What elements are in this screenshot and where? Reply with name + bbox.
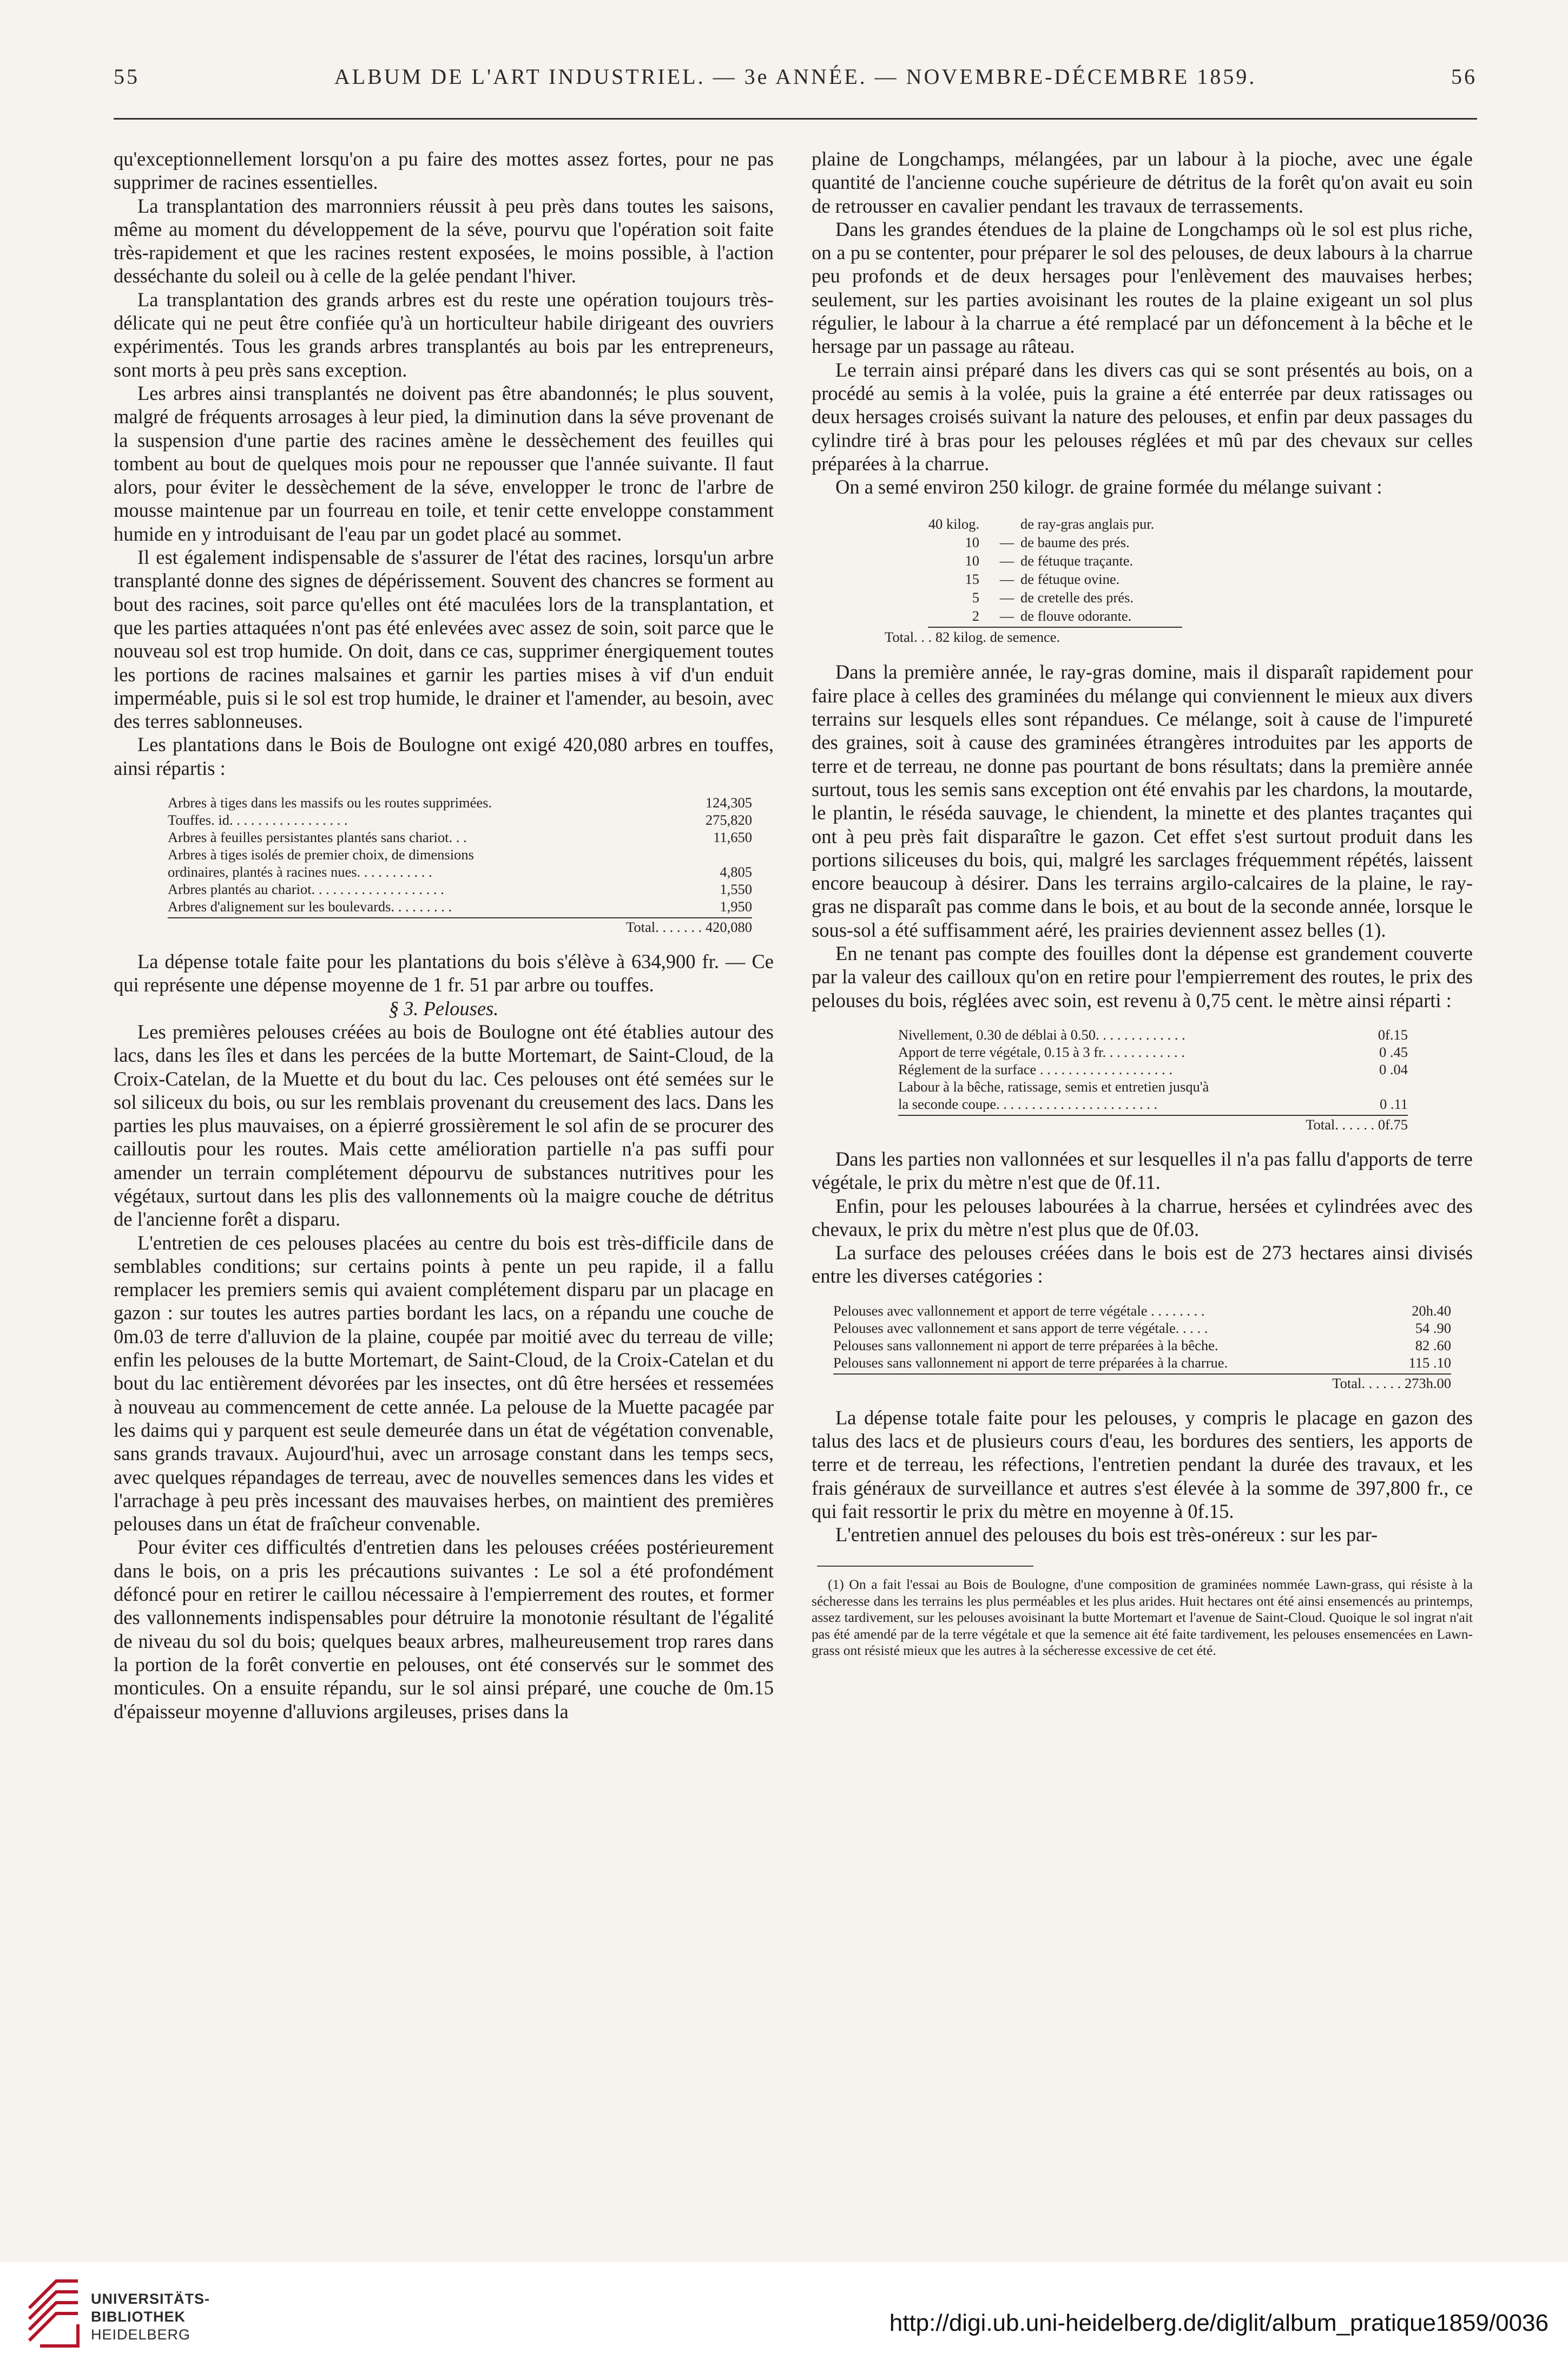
table-value: 82 .60 <box>1415 1337 1451 1353</box>
header-rule <box>114 118 1477 120</box>
table-value: 0f.15 <box>1378 1026 1408 1043</box>
table-label: Pelouses avec vallonnement et apport de terre végétale . . . . . . . . <box>833 1302 1205 1319</box>
library-logo-icon <box>24 2276 83 2351</box>
seed-quantity: 5 <box>972 589 979 606</box>
table-label: Pelouses sans vallonnement ni apport de terre préparées à la charrue. <box>833 1354 1228 1371</box>
table-value: 54 .90 <box>1415 1319 1451 1336</box>
paragraph: qu'exceptionnellement lorsqu'on a pu faire des mottes assez fortes, pour ne pas supprimer de racines essentielles. <box>114 148 774 194</box>
table-value: 124,305 <box>705 794 752 811</box>
table-label: Arbres à feuilles persistantes plantés sans chariot. . . <box>168 829 467 846</box>
paragraph: L'entretien annuel des pelouses du bois est très-onéreux : sur les par- <box>835 1523 1378 1546</box>
table-label: Apport de terre végétale, 0.15 à 3 fr. . . . . . . . . . . . <box>898 1043 1185 1060</box>
paragraph: Dans les grandes étendues de la plaine de Longchamps où le sol est plus riche, on a pu se contenter, pour préparer le sol des pelouses, de deux labours à la charrue peu profonds et de deux hersages pour l'enlèvement des mauvaises herbes; seulement, sur les parties avoisinant les routes de la plaine exigeant un sol plus régulier, le labour à la charrue a été remplacé par un défoncement à la bêche et le hersage par un passage au râteau. <box>812 218 1473 358</box>
seed-name: de fétuque traçante. <box>1020 553 1134 569</box>
paragraph: La dépense totale faite pour les pelouses, y compris le placage en gazon des talus des lacs et de plusieurs cours d'eau, les bordures des sentiers, les apports de terre et de terreau, les réfections, l'entretien pendant la durée des travaux, et les frais généraux de surveillance et autres s'est élevée à la somme de 397,800 fr., ce qui fait ressortir le prix du mètre en moyenne à 0f.15. <box>812 1406 1473 1522</box>
table-total: Total. . . . . . 273h.00 <box>1332 1375 1451 1391</box>
table-label: ordinaires, plantés à racines nues. . . . . . . . . . . <box>168 864 432 880</box>
paragraph: Les premières pelouses créées au bois de Boulogne ont été établies autour des lacs, dans les îles et dans les percées de la butte Mortemart, de Saint-Cloud, de la Croix-Catelan, de la Muette et du bout du lac. Ces pelouses ont été semées sur le sol siliceux du bois, ou sur les remblais provenant du creusement des lacs. Dans les parties les plus mauvaises, on a épierré grossièrement le sol afin de se procurer des cailloutis pour les routes. Mais cette amélioration partielle n'a pas suffi pour amender un terrain complétement dépourvu de substances nutritives pour les végétaux, surtout dans les plis des vallonnements où la maigre couche de détritus de l'ancienne forêt a disparu. <box>114 1020 774 1231</box>
library-name[interactable] <box>91 2290 210 2344</box>
library-name-line: UNIVERSITÄTS- <box>91 2291 210 2307</box>
ditto-mark <box>993 515 1020 533</box>
ditto-mark: — <box>999 589 1014 606</box>
cost-table <box>898 1026 1408 1133</box>
paragraph: Les plantations dans le Bois de Boulogne ont exigé 420,080 arbres en touffes, ainsi répartis : <box>114 733 774 779</box>
page-number-left: 55 <box>114 64 140 89</box>
seed-name: de fétuque ovine. <box>1020 571 1120 588</box>
paragraph: La transplantation des grands arbres est du reste une opération toujours très-délicate qui ne peut être confiée qu'à un horticulteur habile dirigeant des ouvriers expérimentés. Tous les grands arbres transplantés au bois par les entrepreneurs, sont morts à peu près sans exception. <box>114 288 774 381</box>
seed-name: de ray-gras anglais pur. <box>1020 516 1155 533</box>
library-name-line: BIBLIOTHEK <box>91 2309 186 2325</box>
paragraph: L'entretien de ces pelouses placées au centre du bois est très-difficile dans de semblables conditions; sur certains points à pente un peu rapide, il a fallu remplacer les premiers semis qui avaient complétement disparu par un placage en gazon : sur toutes les autres parties bordant les lacs, on a répandu une couche de 0m.03 de terre d'alluvion de la plaine, coupée par moitié avec du terreau de ville; enfin les pelouses de la butte Mortemart, de Saint-Cloud, de la Croix-Catelan et du bout du lac entièrement dévorées par les insectes, ont dû être hersées et ressemées à nouveau au commencement de cette année. La pelouse de la Muette pacagée par les daims qui y parquent est seule demeurée dans un état de végétation convenable, sans grands travaux. Aujourd'hui, avec un arrosage constant dans les temps secs, avec quelques répandages de terreau, avec de nouvelles semences dans les vides et l'arrachage à peu près incessant des mauvaises herbes, on maintient des premières pelouses dans un état de fraîcheur convenable. <box>114 1231 774 1535</box>
paragraph: La transplantation des marronniers réussit à peu près dans toutes les saisons, même au moment du développement de la séve, pourvu que l'opération soit faite très-rapidement et que les racines restent exposées, le moins possible, à l'action desséchante du soleil ou à celle de la gelée pendant l'hiver. <box>114 194 774 287</box>
ditto-mark: — <box>999 553 1014 569</box>
seed-total: Total. . . 82 kilog. de semence. <box>885 629 1060 646</box>
seed-quantity: 10 <box>965 553 979 569</box>
page-number-right: 56 <box>1451 64 1477 89</box>
ditto-mark: — <box>999 608 1014 625</box>
seed-quantity: 40 kilog. <box>928 516 979 533</box>
journal-title: ALBUM DE L'ART INDUSTRIEL. — 3e ANNÉE. — NOVEMBRE-DÉCEMBRE 1859. <box>334 64 1257 89</box>
table-label: Pelouses avec vallonnement et sans apport de terre végétale. . . . . <box>833 1319 1208 1336</box>
footnote-rule <box>817 1566 1033 1567</box>
table-label: Réglement de la surface . . . . . . . . . . . . . . . . . . . <box>898 1061 1173 1077</box>
table-value: 0 .04 <box>1379 1061 1408 1077</box>
right-column <box>812 147 1473 1659</box>
trees-table <box>168 794 752 936</box>
paragraph: Enfin, pour les pelouses labourées à la charrue, hersées et cylindrées avec des chevaux, le prix du mètre n'est plus que de 0f.03. <box>812 1194 1473 1240</box>
paragraph: On a semé environ 250 kilogr. de graine formée du mélange suivant : <box>835 476 1382 498</box>
permalink[interactable]: http://digi.ub.uni-heidelberg.de/diglit/album_pratique1859/0036 <box>889 2310 1549 2336</box>
table-value: 0 .11 <box>1379 1095 1408 1112</box>
table-label: la seconde coupe. . . . . . . . . . . . . . . . . . . . . . . <box>898 1095 1158 1112</box>
footnote <box>812 1576 1473 1659</box>
table-value: 1,550 <box>720 881 752 898</box>
table-label: Arbres d'alignement sur les boulevards. . . . . . . . . <box>168 898 452 915</box>
paragraph: Dans les parties non vallonnées et sur lesquelles il n'a pas fallu d'apports de terre végétale, le prix du mètre n'est que de 0f.11. <box>812 1147 1473 1194</box>
table-value: 11,650 <box>713 829 752 846</box>
table-total: Total. . . . . . . 420,080 <box>626 919 752 936</box>
table-label: Nivellement, 0.30 de déblai à 0.50. . . . . . . . . . . . . <box>898 1026 1185 1043</box>
seed-quantity: 2 <box>972 608 979 625</box>
left-column <box>114 147 774 1723</box>
table-value: 0 .45 <box>1379 1043 1408 1060</box>
ditto-mark: — <box>999 534 1014 551</box>
library-name-line: HEIDELBERG <box>91 2326 191 2343</box>
table-label: Arbres plantés au chariot. . . . . . . . . . . . . . . . . . . <box>168 881 444 898</box>
paragraph: Pour éviter ces difficultés d'entretien dans les pelouses créées postérieurement dans le bois, on a pris les précautions suivantes : Le sol a été profondément défoncé pour en retirer le caillou nécessaire à l'empierrement des routes, et former des vallonnements indispensables pour détruire la monotonie résultant de l'égalité de niveau du sol du bois; quelques beaux arbres, malheureusement trop rares dans la portion de la forêt convertie en pelouses, ont été conservés sur le sommet des monticules. On a ensuite répandu, sur le sol ainsi préparé, une couche de 0m.15 d'épaisseur moyenne d'alluvions argileuses, prises dans la <box>114 1536 774 1723</box>
table-label: Arbres à tiges dans les massifs ou les routes supprimées. <box>168 794 492 811</box>
footnote-text: (1) On a fait l'essai au Bois de Boulogne, d'une composition de graminées nommée Lawn-grass, qui résiste à la sécheresse dans les terrains les plus perméables et les plus arides. Huit hectares ont été ainsi ensemencés au printemps, assez tardivement, sur les pelouses avoisinant la butte Mortemart et l'avenue de Saint-Cloud. Quoique le sol ingrat n'ait pas été amendé par de la terre végétale et que la semence ait été faite tardivement, les pelouses ensemencées en Lawn-grass ont résisté mieux que les autres à la sécheresse excessive de cet été. <box>812 1576 1473 1659</box>
ditto-mark: — <box>999 571 1014 588</box>
paragraph: La dépense totale faite pour les plantations du bois s'élève à 634,900 fr. — Ce qui représente une dépense moyenne de 1 fr. 51 par arbre ou touffes. <box>114 950 774 996</box>
surface-table <box>833 1302 1451 1392</box>
table-label: Touffes. id. . . . . . . . . . . . . . . . . <box>168 812 348 829</box>
table-label: Pelouses sans vallonnement ni apport de terre préparées à la bêche. <box>833 1337 1218 1353</box>
paragraph: plaine de Longchamps, mélangées, par un labour à la pioche, avec une égale quantité de l'ancienne couche supérieure de détritus de la forêt qu'on avait eu soin de retrousser en cavalier pendant les travaux de terrassements. <box>812 148 1473 217</box>
seed-quantity: 10 <box>965 534 979 551</box>
table-label: Labour à la bêche, ratissage, semis et entretien jusqu'à <box>898 1078 1209 1095</box>
paragraph: Le terrain ainsi préparé dans les divers cas qui se sont présentés au bois, on a procédé au semis à la volée, puis la graine a été enterrée par deux ratissages ou deux hersages croisés suivant la nature des pelouses, et enfin par deux passages du cylindre tiré à bras pour les pelouses réglées et mû par des chevaux sur celles préparées à la charrue. <box>812 358 1473 475</box>
table-value: 20h.40 <box>1412 1302 1451 1319</box>
table-value: 4,805 <box>720 864 752 880</box>
paragraph: La surface des pelouses créées dans le bois est de 273 hectares ainsi divisés entre les diverses catégories : <box>812 1241 1473 1287</box>
seed-name: de flouve odorante. <box>1020 608 1132 625</box>
paragraph: Il est également indispensable de s'assurer de l'état des racines, lorsqu'un arbre transplanté donne des signes de dépérissement. Souvent des chancres se forment au bout des racines, soit parce qu'elles ont été maculées lors de la transplantation, et que les parties attaquées n'ont pas été enlevées avec assez de soin, soit parce que le nouveau sol est trop humide. On doit, dans ce cas, supprimer énergiquement toutes les portions de racines malsaines et garnir les parties mises à vif d'un enduit imperméable, puis si le sol est trop humide, le drainer et l'amender, au besoin, avec des terres sablonneuses. <box>114 546 774 733</box>
table-value: 1,950 <box>720 898 752 915</box>
running-header <box>114 64 1477 96</box>
paragraph: En ne tenant pas compte des fouilles dont la dépense est grandement couverte par la valeur des cailloux qu'on en retire pour l'empierrement des routes, le prix des pelouses du bois, réglées avec soin, est revenu à 0,75 cent. le mètre ainsi réparti : <box>812 942 1473 1011</box>
table-total: Total. . . . . . 0f.75 <box>1306 1116 1408 1133</box>
seed-name: de cretelle des prés. <box>1020 589 1134 606</box>
seed-quantity: 15 <box>965 571 979 588</box>
section-heading: § 3. Pelouses. <box>388 997 499 1020</box>
table-value: 115 .10 <box>1408 1354 1451 1371</box>
seed-mixture-table <box>885 515 1473 646</box>
table-label: Arbres à tiges isolés de premier choix, de dimensions <box>168 846 474 863</box>
seed-name: de baume des prés. <box>1020 534 1130 551</box>
table-value: 275,820 <box>705 812 752 829</box>
paragraph: Dans la première année, le ray-gras domine, mais il disparaît rapidement pour faire place à celles des graminées du mélange qui conviennent le mieux aux divers terrains sur lesquels elles sont répandues. Ce mélange, soit à cause de l'impureté des graines, soit à cause des graminées étrangères introduites par les apports de terre et de terreau, ne donne pas pourtant de bons résultats; dans la première année surtout, tous les semis sans exception ont été envahis par les chardons, la moutarde, le plantin, le réséda sauvage, le chiendent, la minette et des plantes traçantes qui ont à peu près fait disparaître le gazon. Cet effet s'est surtout produit dans les portions siliceuses du bois, qui, malgré les sarclages fréquemment répétés, laissent encore beaucoup à désirer. Dans les terrains argilo-calcaires de la plaine, le ray-gras ne disparaît pas comme dans le bois, et au bout de la seconde année, lorsque le sous-sol a été suffisamment aéré, les prairies deviennent assez belles (1). <box>812 661 1473 941</box>
paragraph: Les arbres ainsi transplantés ne doivent pas être abandonnés; le plus souvent, malgré de fréquents arrosages à leur pied, la diminution dans la séve provenant de la suspension d'une partie des racines amène le dessèchement des feuilles qui tombent au bout de quelques mois pour ne repousser que l'année suivante. Il faut alors, pour éviter le dessèchement de la séve, envelopper le tronc de l'arbre de mousse maintenue par un fourreau en toile, et tenir cette enveloppe constamment humide en y introduisant de l'eau par un godet placé au sommet. <box>114 382 774 545</box>
